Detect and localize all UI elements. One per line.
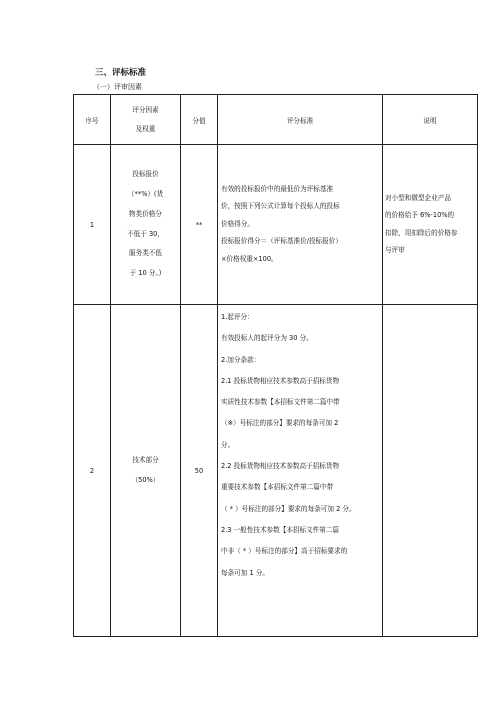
- header-index: 序号: [74, 95, 111, 145]
- factor-line: 服务类不低: [129, 249, 162, 258]
- note-line: 与评审: [385, 246, 405, 254]
- section-heading: 三、评标标准: [95, 68, 147, 78]
- criteria-line: ×价格权重×100。: [221, 254, 278, 263]
- factor-line: 不低于 30，: [127, 229, 164, 238]
- criteria-line: 分。: [221, 440, 235, 449]
- table-row: [74, 305, 478, 637]
- header-criteria: 评分标准: [218, 95, 383, 145]
- factor-line: 于 10 分。): [129, 269, 162, 278]
- criteria-line: 实质性技术参数【本招标文件第二篇中带: [221, 398, 340, 407]
- row-score: **: [181, 145, 218, 305]
- row-index: 2: [74, 305, 111, 637]
- header-note: 说明: [383, 95, 478, 145]
- note-line: 的价格给予 6%-10%的: [385, 211, 455, 219]
- criteria-line: 2.加分条款：: [221, 355, 261, 364]
- row-score: 50: [181, 305, 218, 637]
- factor-line: 技术部分: [132, 455, 159, 464]
- row-note: [383, 305, 478, 637]
- criteria-line: 2.2 投标货物相应技术参数高于招标货物: [221, 462, 340, 471]
- criteria-line: 有效投标人的起评分为 30 分。: [221, 334, 313, 343]
- row-factor: [111, 145, 181, 305]
- note-line: 对小型和微型企业产品: [385, 193, 451, 202]
- note-line: 扣除，用扣除后的价格参: [385, 228, 458, 237]
- subsection-heading: （一）评审因素: [93, 83, 142, 91]
- evaluation-table: [73, 94, 478, 637]
- criteria-line: 价，按照下列公式计算每个投标人的投标: [221, 202, 340, 211]
- row-factor: [111, 305, 181, 637]
- criteria-line: 投标报价得分＝（评标基准价/投标报价）: [221, 237, 342, 246]
- header-score: 分值: [181, 95, 218, 145]
- criteria-line: 每条可加 1 分。: [221, 568, 269, 577]
- table-header-row: [74, 95, 478, 145]
- criteria-line: 2.1 投标货物相应技术参数高于招标货物: [221, 376, 340, 385]
- criteria-line: 2.3 一般性技术参数【本招标文件第二篇: [221, 525, 340, 534]
- criteria-line: （ * ）号标注的部分】要求的每条可加 2 分。: [221, 504, 356, 513]
- row-criteria: [218, 145, 383, 305]
- header-factor-line: 及权重: [135, 124, 156, 133]
- factor-line: （50%）: [131, 475, 160, 484]
- criteria-line: 有效的投标报价中的最低价为评标基准: [221, 184, 334, 193]
- criteria-line: 价格得分。: [221, 219, 254, 228]
- factor-line: （**%）(货: [127, 189, 164, 198]
- criteria-line: （※）号标注的部分】要求的每条可加 2: [221, 419, 339, 428]
- criteria-line: 中非（ * ）号标注的部分】高于招标要求的: [221, 547, 348, 556]
- factor-line: 物类价格分: [129, 209, 162, 218]
- table-row: [74, 145, 478, 305]
- header-factor-line: 评分因素: [132, 105, 159, 114]
- factor-line: 投标报价: [132, 170, 159, 179]
- row-criteria: [218, 305, 383, 637]
- row-index: 1: [74, 145, 111, 305]
- row-note: [383, 145, 478, 305]
- criteria-line: 1.起评分：: [221, 313, 254, 321]
- criteria-line: 重要技术参数【本招标文件第二篇中带: [221, 483, 334, 492]
- header-factor: [111, 95, 181, 145]
